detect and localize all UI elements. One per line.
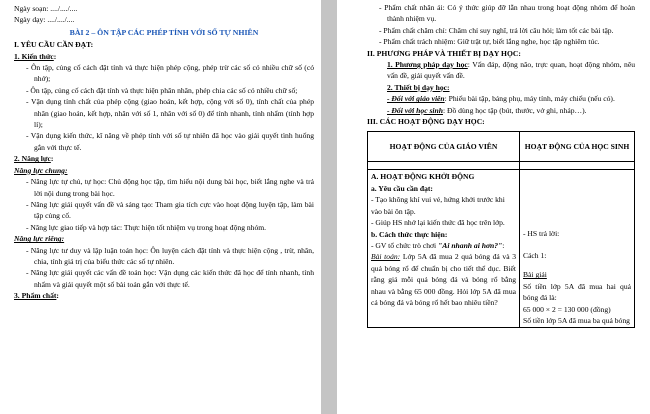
student-answer-intro: - HS trả lời:	[523, 229, 560, 239]
knowledge-heading-colon: :	[53, 51, 57, 61]
equipment-teacher-text: : Phiếu bài tập, bảng phụ, máy tính, máy chiếu (nếu có).	[444, 94, 615, 104]
left-page	[0, 0, 321, 414]
section-3-heading: III. CÁC HOẠT ĐỘNG DẠY HỌC:	[367, 117, 485, 127]
equipment-teacher	[367, 93, 635, 104]
table-gap-cell-right	[520, 162, 635, 170]
section-1-heading: I. YÊU CẦU CẦN ĐẠT:	[14, 40, 94, 50]
warmup-goal-1: - Tạo không khí vui vẻ, hứng khởi trước khi vào bài ôn tập.	[371, 195, 505, 216]
quality-item-3: - Phẩm chất trách nhiệm: Giữ trật tự, biết lắng nghe, học tập nghiêm túc.	[379, 37, 600, 47]
subsection-competence-heading	[14, 153, 314, 164]
right-page-content	[367, 2, 635, 328]
equipment-student-label: - Đối với học sinh	[387, 105, 443, 115]
teaching-methods-label: 1. Phương pháp dạy học	[387, 60, 468, 70]
game-name: "Ai nhanh ai hơn?"	[438, 240, 503, 250]
specific-competence-item-2: - Năng lực giải quyết các vấn đề toán học: Vận dụng các kiến thức đã học để tính nhanh, tính nhẩm và giải quyết một số bài toán gắn với thực tế.	[26, 268, 314, 289]
specific-competence-item-1: - Năng lực tư duy và lập luận toán học: Ôn luyện cách đặt tính và thực hiện cộng , trừ, nhân, chia, tính giá trị của biểu thức các số tự nhiên.	[26, 245, 314, 266]
knowledge-item-1: - Ôn tập, củng cố cách đặt tính và thực hiện phép cộng, phép trừ các số có nhiều chữ số (có nhớ);	[26, 63, 314, 84]
general-competence-item-3: - Năng lực giao tiếp và hợp tác: Thực hiện tốt nhiệm vụ trong hoạt động nhóm.	[26, 222, 267, 232]
knowledge-item-2: - Ôn tập, củng cố cách đặt tính và thực hiện phân nhân, phép chia các số có nhiều chữ số;	[26, 85, 298, 95]
knowledge-heading-text: 1. Kiến thức	[14, 51, 54, 61]
method-heading: b. Cách thức thực hiện:	[371, 229, 448, 239]
teaching-methods-text: : Vấn đáp, động não, trực quan, hoạt động nhóm, nêu vấn đề, giải quyết vấn đề.	[387, 60, 635, 81]
general-competence-heading: Năng lực chung:	[14, 165, 68, 175]
knowledge-item-4: - Vận dụng kiến thức, kĩ năng về phép tính với số tự nhiên đã học vào giải quyết tình huống gắn với thực tế.	[26, 131, 314, 152]
game-instruction-text: - GV tổ chức trò chơi	[371, 240, 439, 250]
qualities-heading-text: 3. Phẩm chất	[14, 291, 57, 301]
solution-calc-1: 65 000 × 2 = 130 000 (đồng)	[523, 304, 611, 314]
subsection-qualities-heading	[14, 290, 314, 301]
equipment-heading: 2. Thiết bị dạy học:	[387, 82, 450, 92]
general-competence-item-1: - Năng lực tự chủ, tự học: Chủ động học tập, tìm hiểu nội dung bài học, biết lắng nghe và trả lời nội dung trong bài học.	[26, 177, 314, 198]
teach-date-line: Ngày dạy: ..../..../....	[14, 15, 75, 25]
word-problem-text: Lớp 5A đã mua 2 quả bóng đá và 3 quả bóng rổ để chuẩn bị cho tiết thể dục. Biết rằng giá mỗi quả bóng đá và bóng rổ bằng nhau và bằng 65 000 đồng. Hỏi lớp 5A đã mua cả bóng đá và bóng rổ hết bao nhiêu tiền?	[371, 252, 516, 307]
warmup-heading: A. HOẠT ĐỘNG KHỞI ĐỘNG	[371, 172, 475, 182]
warmup-goal-heading: a. Yêu cầu cần đạt:	[371, 183, 433, 193]
section-2-heading: II. PHƯƠNG PHÁP VÀ THIẾT BỊ DẠY HỌC:	[367, 48, 521, 58]
right-page	[337, 0, 650, 414]
activities-table	[367, 131, 635, 328]
qualities-heading-colon: :	[56, 291, 59, 301]
equipment-student-text: : Đồ dùng học tập (bút, thước, vở ghi, nháp…).	[442, 105, 587, 115]
equipment-teacher-label: - Đối với giáo viên	[387, 94, 445, 104]
equipment-student	[367, 105, 635, 116]
specific-competence-heading: Năng lực riêng:	[14, 234, 65, 244]
word-problem	[371, 251, 516, 308]
student-column-header: HOẠT ĐỘNG CỦA HỌC SINH	[520, 132, 635, 162]
table-row	[368, 170, 635, 328]
quality-item-1: - Phẩm chất nhân ái: Có ý thức giúp đỡ lẫn nhau trong hoạt động nhóm để hoàn thành nhiệm vụ.	[379, 3, 635, 24]
game-instruction	[371, 240, 516, 251]
student-activity-cell	[520, 170, 635, 328]
solution-step-2: Số tiền lớp 5A đã mua ba quả bóng	[523, 315, 630, 325]
knowledge-item-3: - Vận dụng tính chất của phép cộng (giao hoán, kết hợp, cộng với số 0), tính chất của phép nhân (giao hoán, kết hợp, nhân với số 1, nhân với số 0) để tính nhanh, tính nhẩm (tính hợp lí);	[26, 97, 314, 130]
table-gap-row	[368, 162, 635, 170]
warmup-goal-2: - Giúp HS nhớ lại kiến thức đã học trên lớp.	[371, 218, 505, 228]
solution-heading: Bài giải	[523, 270, 547, 280]
teaching-methods	[367, 59, 635, 82]
student-method-1: Cách 1:	[523, 250, 547, 260]
table-header-row	[368, 132, 635, 162]
prep-date-line: Ngày soạn: ..../..../....	[14, 4, 78, 13]
competence-heading-colon: :	[50, 154, 54, 164]
general-competence-item-2: - Năng lực giải quyết vấn đề và sáng tạo: Tham gia tích cực vào hoạt động luyện tập, làm bài tập củng cố.	[26, 199, 314, 221]
teacher-column-header: HOẠT ĐỘNG CỦA GIÁO VIÊN	[368, 132, 520, 162]
left-page-content	[14, 3, 314, 302]
lesson-title: BÀI 2 – ÔN TẬP CÁC PHÉP TÍNH VỚI SỐ TỰ NHIÊN	[69, 27, 259, 37]
page-gutter	[321, 0, 337, 414]
competence-heading-text: 2. Năng lực	[14, 154, 51, 164]
game-instruction-colon: :	[502, 240, 505, 250]
solution-step-1: Số tiền lớp 5A đã mua hai quả bóng đá là:	[523, 281, 631, 303]
teacher-activity-cell	[368, 170, 520, 328]
table-gap-cell-left	[368, 162, 520, 170]
subsection-knowledge-heading	[14, 51, 314, 62]
word-problem-label: Bài toán:	[371, 252, 401, 262]
quality-item-2: - Phẩm chất chăm chỉ: Chăm chỉ suy nghĩ, trả lời câu hỏi; làm tốt các bài tập.	[379, 25, 614, 35]
